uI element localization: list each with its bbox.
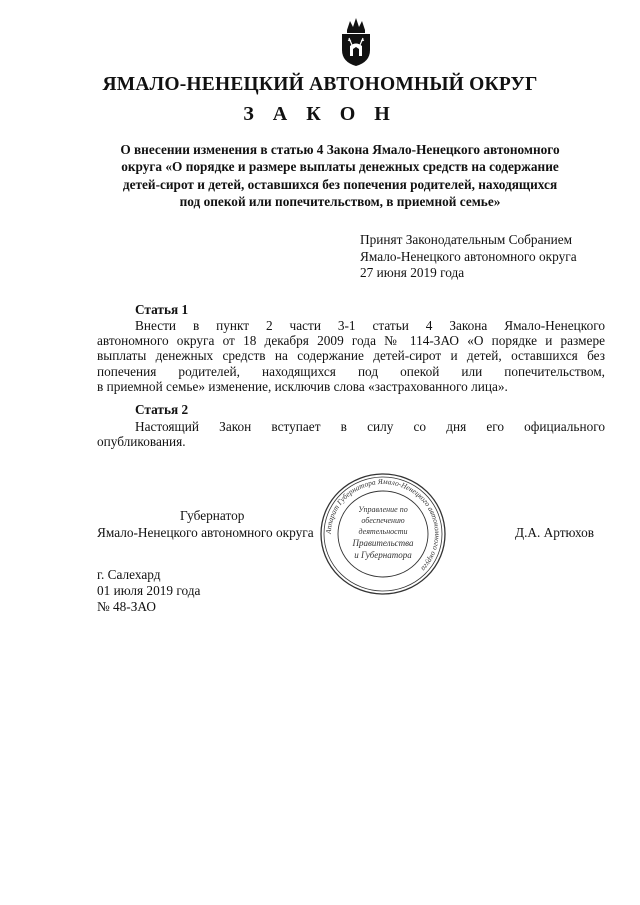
article-1-line: в приемной семье» изменение, исключив слова «застрахованного лица». [97,378,508,394]
subject-line: округа «О порядке и размере выплаты денежных средств на содержание [121,159,559,175]
law-number: № 48-ЗАО [97,599,156,614]
adoption-line: Принят Законодательным Собранием [360,232,573,247]
stamp-line: Правительства [352,538,414,548]
article-2-text [97,419,605,449]
article-2-line: Настоящий Закон вступает в силу со дня его официального [135,419,605,434]
article-1-title: Статья 1 [135,302,189,317]
adoption-block [360,232,577,282]
place-block [97,567,200,615]
place-city: г. Салехард [97,567,161,582]
region-title: ЯМАЛО-НЕНЕЦКИЙ АВТОНОМНЫЙ ОКРУГ [102,74,538,95]
article-1-line: попечения родителей, находящихся под опекой или попечительством, [97,363,605,379]
subject-line: О внесении изменения в статью 4 Закона Ямало-Ненецкого автономного [120,142,560,157]
yanao-coat-of-arms-icon [338,16,374,68]
article-2-line: опубликования. [97,434,186,450]
article-1-text [97,318,605,394]
signature-region: Ямало-Ненецкого автономного округа [97,525,314,540]
adoption-line: Ямало-Ненецкого автономного округа [360,248,577,264]
subject-line: детей-сирот и детей, оставшихся без попечения родителей, находящихся [122,176,558,192]
place-date: 01 июля 2019 года [97,583,201,598]
stamp-ring-text: Аппарат Губернатора Ямало-Ненецкого автономного округа [323,476,443,574]
signature-name: Д.А. Артюхов [515,525,595,540]
stamp-line: Управление по [358,505,408,514]
document-type-title: З А К О Н [243,103,397,125]
official-stamp [318,470,448,598]
adoption-date: 27 июня 2019 года [360,265,465,280]
article-2-title: Статья 2 [135,402,189,417]
article-1-line: Внести в пункт 2 части 3-1 статьи 4 Закона Ямало-Ненецкого [135,318,605,333]
article-1-line: автономного округа от 18 декабря 2009 года № 114-ЗАО «О порядке и размере [97,333,605,349]
article-1-line: выплаты денежных средств на содержание детей-сирот и детей, оставшихся без [97,348,605,364]
stamp-line: и Губернатора [354,550,412,560]
stamp-line: обеспечению [361,516,405,525]
stamp-line: деятельности [358,527,408,536]
law-subject [40,141,640,210]
signature-title: Губернатор [180,508,245,523]
subject-line: под опекой или попечительством, в приемной семье» [179,193,501,209]
